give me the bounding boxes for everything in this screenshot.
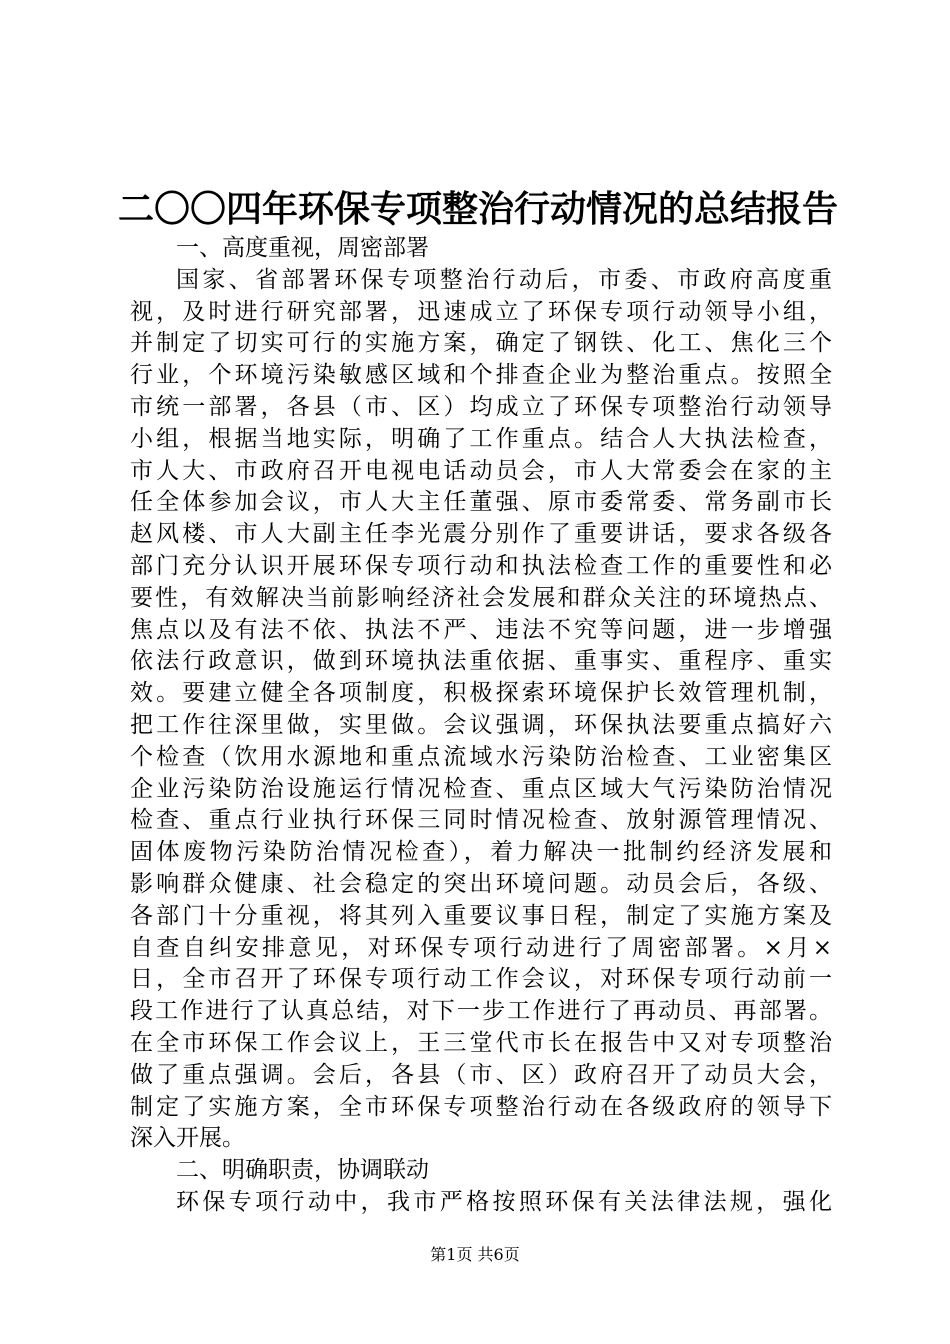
text-line: 并制定了切实可行的实施方案，确定了钢铁、化工、焦化三个 — [130, 330, 832, 357]
text-line: 行业，个环境污染敏感区域和个排查企业为整治重点。按照全 — [130, 362, 832, 389]
text-line: 在全市环保工作会议上，王三堂代市长在报告中又对专项整治 — [130, 1029, 832, 1056]
text-line: 各部门十分重视，将其列入重要议事日程，制定了实施方案及 — [130, 902, 832, 929]
text-line: 固体废物污染防治情况检查），着力解决一批制约经济发展和 — [130, 839, 832, 866]
text-line: 做了重点强调。会后，各县（市、区）政府召开了动员大会， — [130, 1061, 832, 1088]
text-line: 市人大、市政府召开电视电话动员会，市人大常委会在家的主 — [130, 457, 832, 484]
text-line: 日，全市召开了环保专项行动工作会议，对环保专项行动前一 — [130, 966, 832, 993]
text-line: 段工作进行了认真总结，对下一步工作进行了再动员、再部署。 — [130, 998, 832, 1025]
text-line: 小组，根据当地实际，明确了工作重点。结合人大执法检查， — [130, 425, 832, 452]
document-title: 二〇〇四年环保专项整治行动情况的总结报告 — [118, 188, 839, 230]
text-line: 一、高度重视，周密部署 — [176, 235, 429, 261]
text-line: 效。要建立健全各项制度，积极探索环境保护长效管理机制， — [130, 680, 832, 707]
text-line: 国家、省部署环保专项整治行动后，市委、市政府高度重 — [176, 266, 832, 293]
text-line: 部门充分认识开展环保专项行动和执法检查工作的重要性和必 — [130, 552, 832, 579]
text-line: 环保专项行动中，我市严格按照环保有关法律法规，强化 — [176, 1188, 832, 1215]
text-line: 检查、重点行业执行环保三同时情况检查、放射源管理情况、 — [130, 807, 832, 834]
text-line: 焦点以及有法不依、执法不严、违法不究等问题，进一步增强 — [130, 616, 832, 643]
text-line: 制定了实施方案，全市环保专项整治行动在各级政府的领导下 — [130, 1093, 832, 1120]
document-body — [130, 233, 832, 1219]
text-line: 企业污染防治设施运行情况检查、重点区域大气污染防治情况 — [130, 775, 832, 802]
text-line: 深入开展。 — [130, 1125, 245, 1152]
text-line: 赵风楼、市人大副主任李光震分别作了重要讲话，要求各级各 — [130, 521, 832, 548]
text-line: 自查自纠安排意见，对环保专项行动进行了周密部署。×月× — [130, 934, 832, 961]
text-line: 市统一部署，各县（市、区）均成立了环保专项整治行动领导 — [130, 393, 832, 420]
page-footer: 第1页 共6页 — [430, 1245, 520, 1264]
text-line: 要性，有效解决当前影响经济社会发展和群众关注的环境热点、 — [130, 584, 832, 611]
text-line: 影响群众健康、社会稳定的突出环境问题。动员会后，各级、 — [130, 870, 832, 897]
text-line: 把工作往深里做，实里做。会议强调，环保执法要重点搞好六 — [130, 711, 832, 738]
text-line: 视，及时进行研究部署，迅速成立了环保专项行动领导小组， — [130, 298, 832, 325]
text-line: 任全体参加会议，市人大主任董强、原市委常委、常务副市长 — [130, 489, 832, 516]
text-line: 依法行政意识，做到环境执法重依据、重事实、重程序、重实 — [130, 648, 832, 675]
text-line: 二、明确职责，协调联动 — [176, 1157, 429, 1184]
text-line: 个检查（饮用水源地和重点流域水污染防治检查、工业密集区 — [130, 743, 832, 770]
